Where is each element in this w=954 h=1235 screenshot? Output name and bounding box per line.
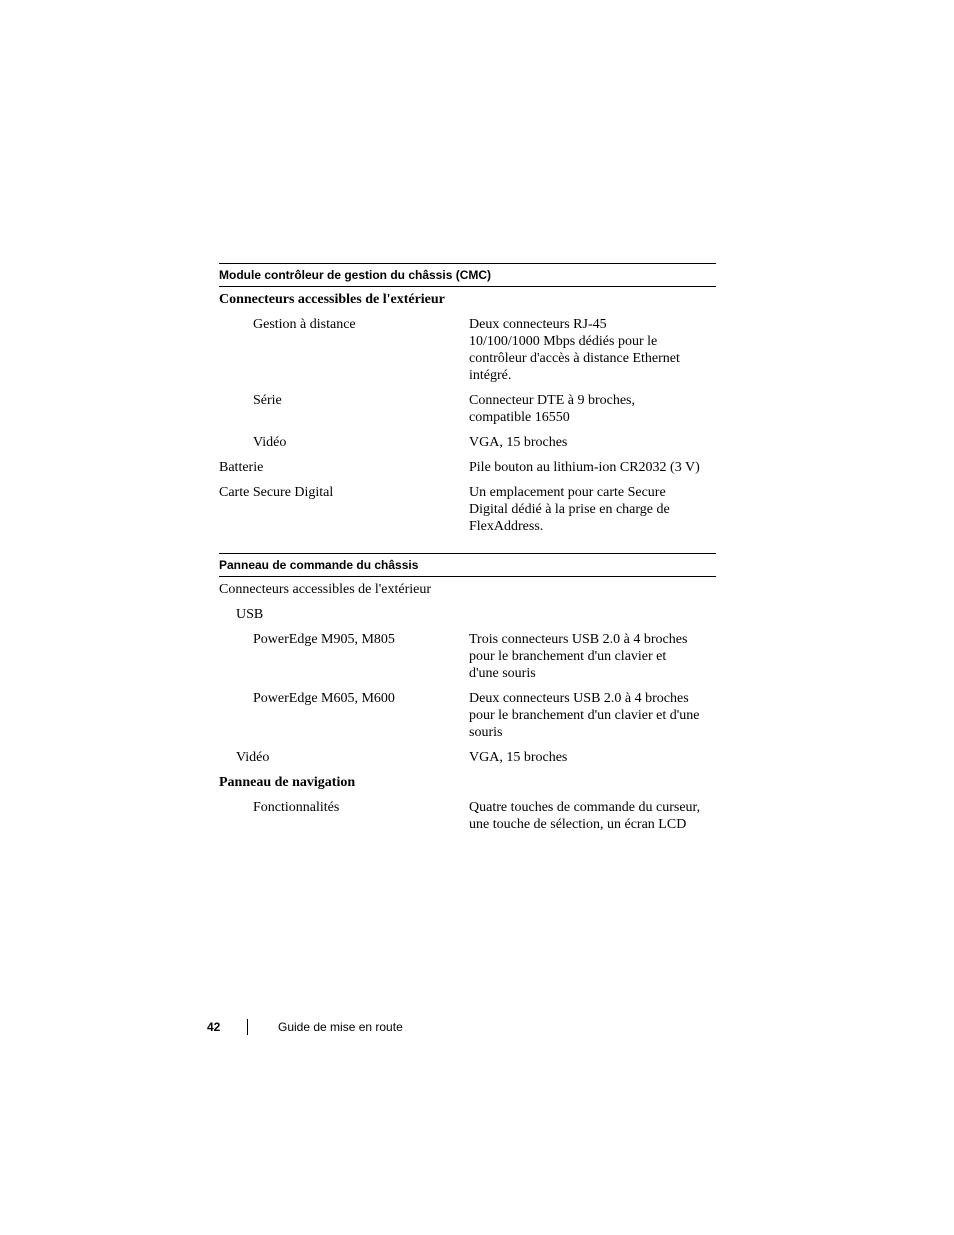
row-value (469, 291, 716, 316)
row-label: Batterie (219, 460, 264, 475)
row-value: Quatre touches de commande du curseur, une touche de sélection, un écran LCD (469, 800, 701, 832)
row-label: PowerEdge M905, M805 (253, 632, 395, 647)
row-label: Fonctionnalités (253, 800, 340, 815)
row-label: Connecteurs accessibles de l'extérieur (219, 292, 445, 307)
row-label: Gestion à distance (253, 317, 356, 332)
section-header-cmc: Module contrôleur de gestion du châssis (CMC) (219, 263, 716, 287)
row-label: Carte Secure Digital (219, 485, 334, 500)
row-value: Pile bouton au lithium-ion CR2032 (3 V) (469, 460, 700, 475)
footer-separator (247, 1019, 248, 1035)
document-title: Guide de mise en route (278, 1020, 403, 1034)
row-value: Un emplacement pour carte Secure Digital dédié à la prise en charge de FlexAddress. (469, 485, 670, 534)
row-label: Vidéo (236, 750, 270, 765)
table-row (219, 484, 716, 543)
table-row (219, 434, 716, 459)
row-label: Série (253, 393, 282, 408)
table-row (219, 291, 716, 316)
row-value (469, 774, 716, 799)
row-label: PowerEdge M605, M600 (253, 691, 395, 706)
control-panel-spec-table (219, 553, 716, 841)
table-row (219, 606, 716, 631)
row-value: Connecteur DTE à 9 broches, compatible 16550 (469, 393, 635, 425)
cmc-spec-table (219, 263, 716, 543)
table-row (219, 316, 716, 392)
table-row (219, 392, 716, 434)
row-value: Trois connecteurs USB 2.0 à 4 broches pour le branchement d'un clavier et d'une souris (469, 632, 688, 681)
row-value: Deux connecteurs USB 2.0 à 4 broches pour le branchement d'un clavier et d'une souris (469, 691, 700, 740)
row-label: Vidéo (253, 435, 287, 450)
page-number: 42 (207, 1020, 221, 1034)
row-value: Deux connecteurs RJ-45 10/100/1000 Mbps dédiés pour le contrôleur d'accès à distance Ethernet intégré. (469, 317, 680, 383)
row-value (469, 606, 716, 631)
table-row (219, 799, 716, 841)
row-label: USB (236, 607, 264, 622)
table-row (219, 459, 716, 484)
table-row (219, 631, 716, 690)
table-row (219, 581, 716, 606)
row-label: Panneau de navigation (219, 775, 356, 790)
table-row (219, 690, 716, 749)
table-row (219, 749, 716, 774)
row-value: VGA, 15 broches (469, 435, 568, 450)
row-label: Connecteurs accessibles de l'extérieur (219, 582, 432, 597)
section-header-control-panel: Panneau de commande du châssis (219, 553, 716, 577)
row-value (469, 581, 716, 606)
row-value: VGA, 15 broches (469, 750, 568, 765)
table-row (219, 774, 716, 799)
